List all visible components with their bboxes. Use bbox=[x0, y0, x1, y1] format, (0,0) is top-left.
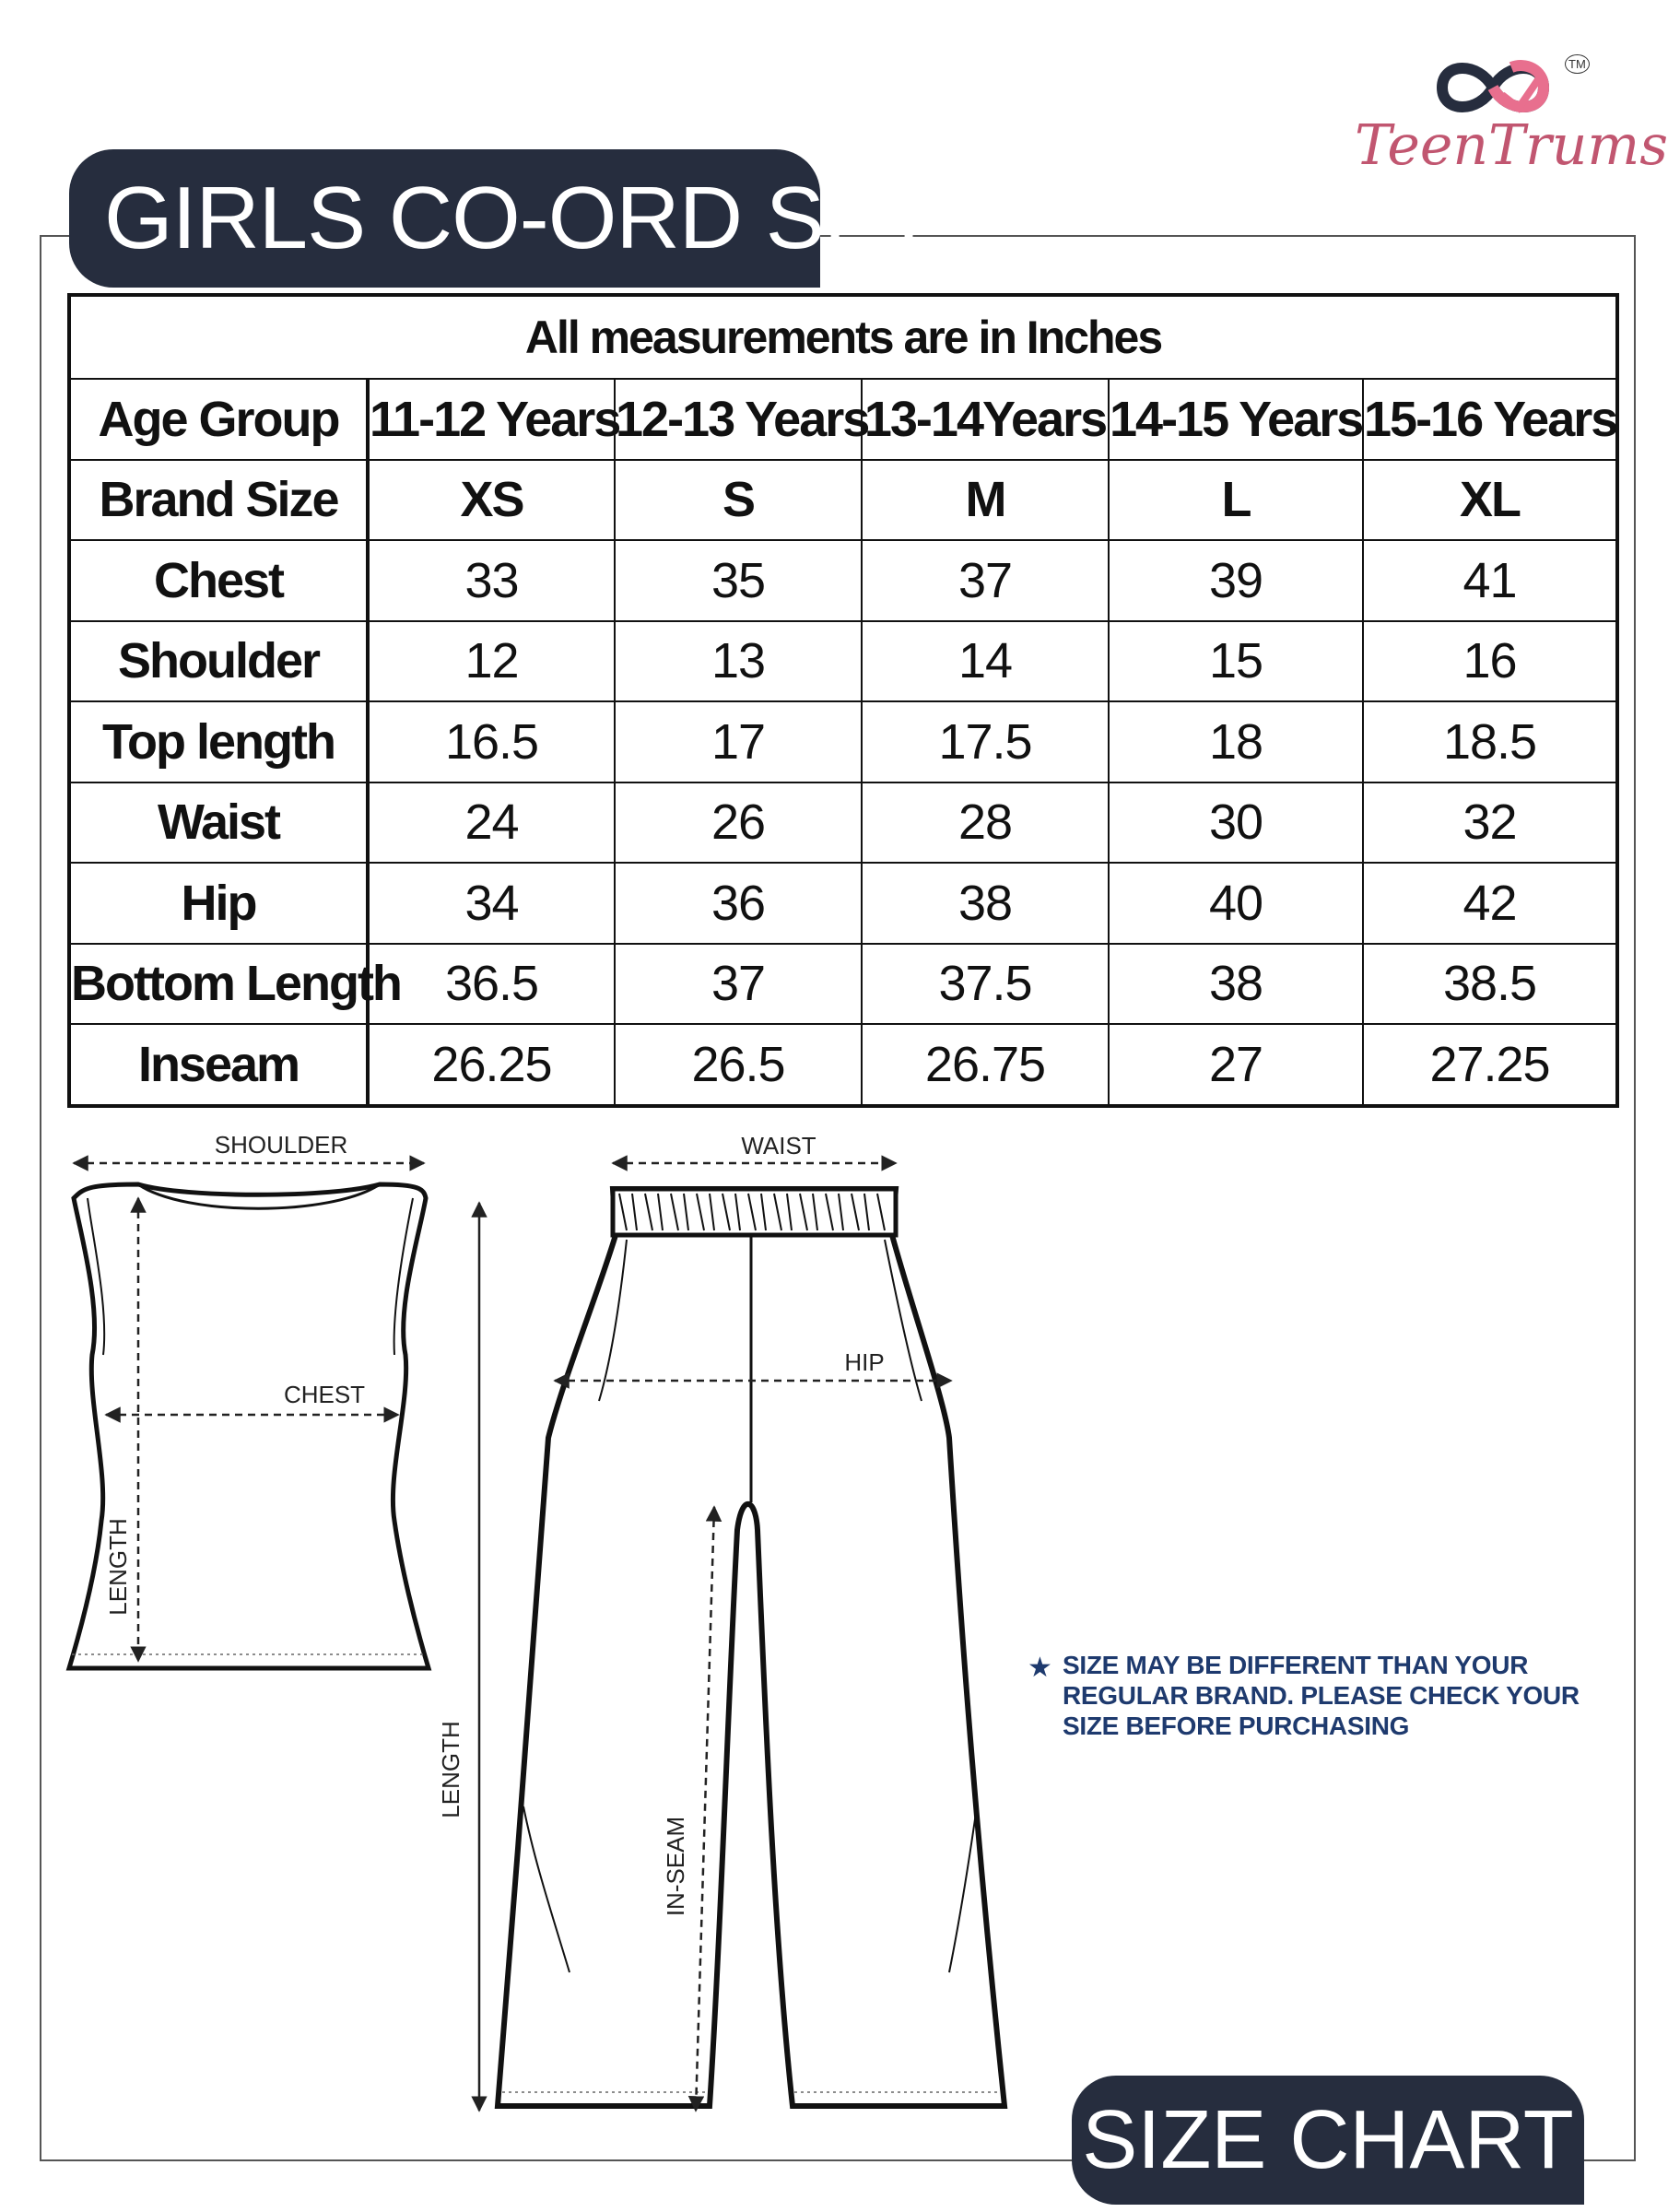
table-cell: 41 bbox=[1363, 540, 1617, 621]
table-cell: 18 bbox=[1109, 701, 1363, 782]
age-group-cell: 11-12 Years bbox=[368, 379, 615, 460]
row-label: Top length bbox=[69, 701, 368, 782]
table-cell: 24 bbox=[368, 782, 615, 864]
inseam-label: IN-SEAM bbox=[662, 1816, 689, 1917]
table-cell: 33 bbox=[368, 540, 615, 621]
table-cell: 38 bbox=[1109, 944, 1363, 1025]
page-title: GIRLS CO-ORD SET bbox=[69, 149, 820, 288]
age-group-cell: 13-14Years bbox=[862, 379, 1109, 460]
shoulder-label: SHOULDER bbox=[214, 1131, 348, 1159]
age-group-cell: 12-13 Years bbox=[615, 379, 862, 460]
table-cell: 36.5 bbox=[368, 944, 615, 1025]
table-cell: 27.25 bbox=[1363, 1024, 1617, 1106]
row-label: Shoulder bbox=[69, 621, 368, 702]
waist-label: WAIST bbox=[741, 1132, 816, 1159]
table-cell: 26.25 bbox=[368, 1024, 615, 1106]
table-cell: 38.5 bbox=[1363, 944, 1617, 1025]
row-label: Hip bbox=[69, 863, 368, 944]
table-cell: 37 bbox=[615, 944, 862, 1025]
brand-size-cell: S bbox=[615, 460, 862, 541]
top-length-label: LENGTH bbox=[104, 1518, 132, 1616]
brand-size-cell: M bbox=[862, 460, 1109, 541]
brand-size-label: Brand Size bbox=[69, 460, 368, 541]
table-cell: 17.5 bbox=[862, 701, 1109, 782]
table-cell: 27 bbox=[1109, 1024, 1363, 1106]
table-cell: 15 bbox=[1109, 621, 1363, 702]
table-cell: 37.5 bbox=[862, 944, 1109, 1025]
table-cell: 39 bbox=[1109, 540, 1363, 621]
table-cell: 26.5 bbox=[615, 1024, 862, 1106]
table-caption: All measurements are in Inches bbox=[69, 295, 1617, 379]
table-cell: 26.75 bbox=[862, 1024, 1109, 1106]
row-label: Chest bbox=[69, 540, 368, 621]
table-cell: 35 bbox=[615, 540, 862, 621]
age-group-label: Age Group bbox=[69, 379, 368, 460]
table-cell: 14 bbox=[862, 621, 1109, 702]
table-cell: 16 bbox=[1363, 621, 1617, 702]
row-label: Inseam bbox=[69, 1024, 368, 1106]
table-cell: 16.5 bbox=[368, 701, 615, 782]
hip-label: HIP bbox=[844, 1348, 885, 1376]
chest-label: CHEST bbox=[283, 1381, 366, 1408]
table-cell: 17 bbox=[615, 701, 862, 782]
brand-size-cell: XL bbox=[1363, 460, 1617, 541]
table-cell: 30 bbox=[1109, 782, 1363, 864]
table-cell: 28 bbox=[862, 782, 1109, 864]
trademark-badge: TM bbox=[1565, 54, 1590, 74]
table-cell: 32 bbox=[1363, 782, 1617, 864]
table-cell: 26 bbox=[615, 782, 862, 864]
brand-size-cell: L bbox=[1109, 460, 1363, 541]
table-cell: 37 bbox=[862, 540, 1109, 621]
bottom-length-label: LENGTH bbox=[437, 1721, 464, 1818]
pants-drawing bbox=[498, 1189, 1004, 2106]
table-cell: 38 bbox=[862, 863, 1109, 944]
age-group-cell: 15-16 Years bbox=[1363, 379, 1617, 460]
size-chart-footer: SIZE CHART bbox=[1072, 2076, 1584, 2205]
table-cell: 12 bbox=[368, 621, 615, 702]
age-group-cell: 14-15 Years bbox=[1109, 379, 1363, 460]
table-cell: 42 bbox=[1363, 863, 1617, 944]
row-label: Bottom Length bbox=[69, 944, 368, 1025]
size-note-text: SIZE MAY BE DIFFERENT THAN YOUR REGULAR BRAND. PLEASE CHECK YOUR SIZE BEFORE PURCHASING bbox=[1063, 1651, 1580, 1740]
table-cell: 40 bbox=[1109, 863, 1363, 944]
table-cell: 13 bbox=[615, 621, 862, 702]
table-cell: 18.5 bbox=[1363, 701, 1617, 782]
brand-size-cell: XS bbox=[368, 460, 615, 541]
table-cell: 36 bbox=[615, 863, 862, 944]
row-label: Waist bbox=[69, 782, 368, 864]
brand-name: TeenTrums bbox=[1355, 113, 1668, 178]
star-icon: ★ bbox=[1028, 1653, 1052, 1683]
table-cell: 34 bbox=[368, 863, 615, 944]
